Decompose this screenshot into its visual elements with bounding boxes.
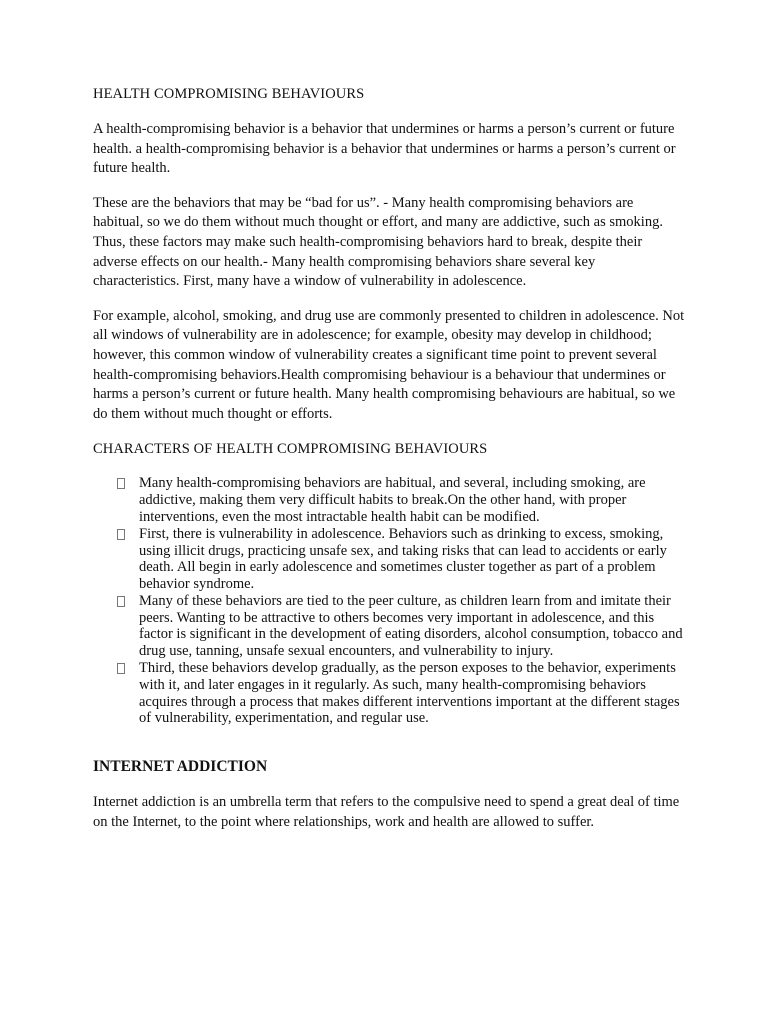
paragraph-internet-addiction: Internet addiction is an umbrella term that refers to the compulsive need to spend a great deal of time on the Internet, to the point where relationships, work and health are allowed to suffer. [93,794,680,830]
bullet-box-icon [117,596,125,607]
list-item-text: First, there is vulnerability in adolescence. Behaviors such as drinking to excess, smoking, using illicit drugs, practicing unsafe sex, and taking risks that can lead to accidents or early death. All begin in early adolescence and sometimes cluster together as part of a problem behavior syndrome. [139,525,667,593]
characters-bullet-list [93,475,685,727]
document-content [93,84,685,847]
bullet-box-icon [117,529,125,540]
bullet-box-icon [117,478,125,489]
section-heading-characters: CHARACTERS OF HEALTH COMPROMISING BEHAVIOURS [93,441,488,458]
section-heading-health-compromising-behaviours: HEALTH COMPROMISING BEHAVIOURS [93,86,365,102]
list-item [117,475,685,525]
paragraph-definition: A health-compromising behavior is a behavior that undermines or harms a person’s current or future health. a health-compromising behavior is a behavior that undermines or harms a person’s current or future health. [93,121,676,177]
list-item-text: Third, these behaviors develop gradually, as the person exposes to the behavior, experiments with it, and later engages in it regularly. As such, many health-compromising behaviors acquires through a process that makes different interventions important at the different stages of vulnerability, experimentation, and regular use. [139,660,680,727]
list-item [117,660,685,727]
list-item [117,526,685,593]
section-heading-internet-addiction: INTERNET ADDICTION [93,758,268,776]
list-item [117,593,685,660]
list-item-text: Many health-compromising behaviors are habitual, and several, including smoking, are addictive, making them very difficult habits to break.On the other hand, with proper interventions, even the most intractable health habit can be modified. [139,475,646,525]
bullet-box-icon [117,663,125,674]
list-item-text: Many of these behaviors are tied to the peer culture, as children learn from and imitate their peers. Wanting to be attractive to others becomes very important in adolescence, and this factor is significant in the development of eating disorders, alcohol consumption, tobacco and drug use, tanning, unsafe sexual encounters, and vulnerability to injury. [139,592,683,660]
paragraph-example: For example, alcohol, smoking, and drug use are commonly presented to children in adolescence. Not all windows of vulnerability are in adolescence; for example, obesity may develop in childhood; however, this common window of vulnerability creates a significant time point to prevent several health-compromising behaviors.Health compromising behaviour is a behaviour that undermines or harms a person’s current or future health. Many health compromising behaviours are habitual, so we do them without much thought or efforts. [93,307,685,422]
paragraph-bad-for-us: These are the behaviors that may be “bad for us”. - Many health compromising behaviors are habitual, so we do them without much thought or effort, and many are addictive, such as smoking. Thus, these factors may make such health-compromising behaviors hard to break, despite their adverse effects on our health.- Many health compromising behaviors share several key characteristics. First, many have a window of vulnerability in adolescence. [93,194,663,290]
